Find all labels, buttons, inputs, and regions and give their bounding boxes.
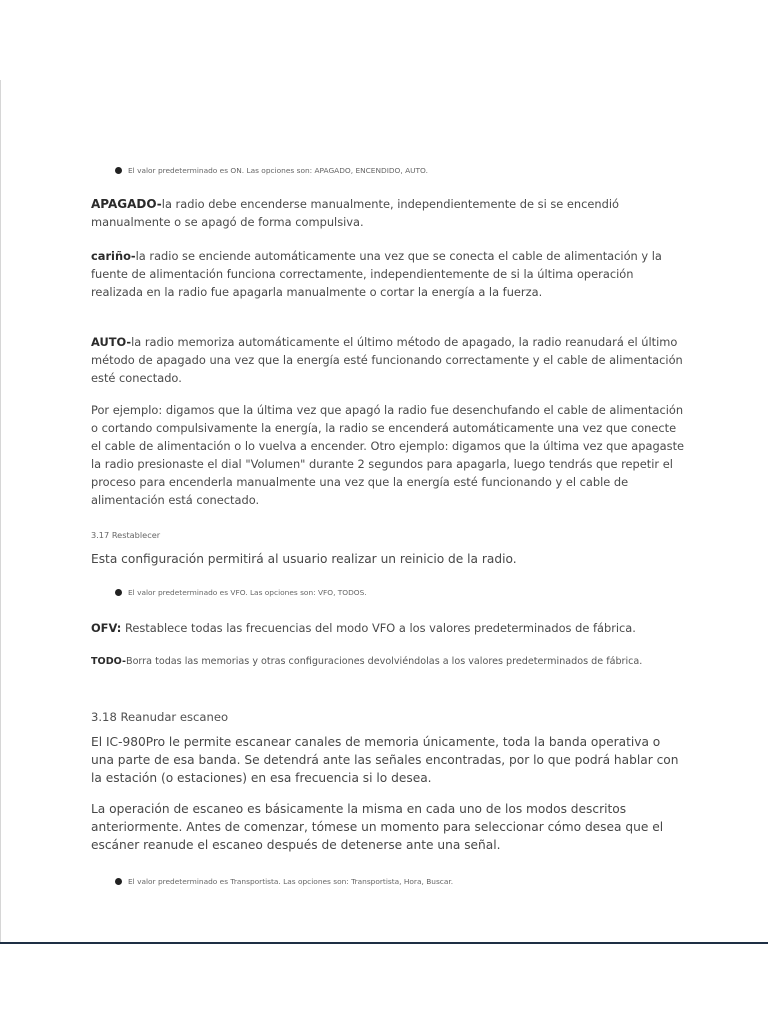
page-bottom-rule bbox=[0, 942, 768, 944]
bullet-dot-icon bbox=[115, 167, 122, 174]
bullet-dot-icon bbox=[115, 589, 122, 596]
auto-term: AUTO- bbox=[91, 335, 132, 349]
reset-intro: Esta configuración permitirá al usuario realizar un reinicio de la radio. bbox=[91, 552, 517, 566]
on-text: la radio se enciende automáticamente una vez que se conecta el cable de alimentación y la fuente de alimentación funciona correctamente, independientemente de si la última operación realizada en la radio fue apagarla manualmente o cortar la energía a la fuerza. bbox=[91, 249, 662, 299]
all-text: Borra todas las memorias y otras configuraciones devolviéndolas a los valores predeterminados de fábrica. bbox=[125, 656, 643, 667]
vfo-text: Restablece todas las frecuencias del modo VFO a los valores predeterminados de fábrica. bbox=[121, 621, 636, 635]
power-default-bullet bbox=[115, 166, 428, 175]
bullet-text: El valor predeterminado es ON. Las opciones son: APAGADO, ENCENDIDO, AUTO. bbox=[128, 166, 428, 175]
scan-section-heading: 3.18 Reanudar escaneo bbox=[91, 710, 229, 724]
auto-text: la radio memoriza automáticamente el último método de apagado, la radio reanudará el último método de apagado una vez que la energía esté funcionando correctamente y el cable de alimentación esté conectado. bbox=[91, 335, 683, 385]
off-term: APAGADO- bbox=[91, 197, 162, 211]
off-text: la radio debe encenderse manualmente, independientemente de si se encendió manualmente o se apagó de forma compulsiva. bbox=[91, 197, 620, 229]
reset-default-bullet bbox=[115, 588, 367, 597]
off-option-paragraph bbox=[91, 195, 686, 231]
on-term: cariño- bbox=[91, 249, 136, 263]
scan-default-bullet bbox=[115, 877, 453, 886]
bullet-text: El valor predeterminado es VFO. Las opciones son: VFO, TODOS. bbox=[128, 588, 367, 597]
vfo-option-paragraph bbox=[91, 619, 686, 637]
reset-section-heading: 3.17 Restablecer bbox=[91, 530, 161, 540]
on-option-paragraph bbox=[91, 247, 686, 301]
scan-operation-paragraph: La operación de escaneo es básicamente la misma en cada uno de los modos descritos anteriormente. Antes de comenzar, tómese un momento para seleccionar cómo desea que el escáner reanude el escaneo después de detenerse ante una señal. bbox=[91, 802, 664, 852]
all-option-paragraph bbox=[91, 653, 686, 670]
vfo-term: OFV: bbox=[91, 621, 122, 635]
scan-intro-paragraph: El IC-980Pro le permite escanear canales de memoria únicamente, toda la banda operativa o una parte de esa banda. Se detendrá ante las señales encontradas, por lo que podrá hablar con la estación (o estaciones) en esa frecuencia si lo desea. bbox=[91, 735, 679, 785]
example-paragraph: Por ejemplo: digamos que la última vez que apagó la radio fue desenchufando el cable de alimentación o cortando compulsivamente la energía, la radio se encenderá automáticamente una vez que conecte el cable de alimentación o lo vuelva a encender. Otro ejemplo: digamos que la última vez que apagaste la radio presionaste el dial "Volumen" durante 2 segundos para apagarla, luego tendrás que repetir el proceso para encenderla manualmente una vez que la energía esté funcionando y el cable de alimentación está conectado. bbox=[91, 403, 685, 507]
auto-option-paragraph bbox=[91, 333, 686, 387]
bullet-dot-icon bbox=[115, 878, 122, 885]
page-left-edge bbox=[0, 80, 1, 942]
bullet-text: El valor predeterminado es Transportista. Las opciones son: Transportista, Hora, Buscar. bbox=[128, 877, 454, 886]
all-term: TODO- bbox=[91, 656, 126, 667]
